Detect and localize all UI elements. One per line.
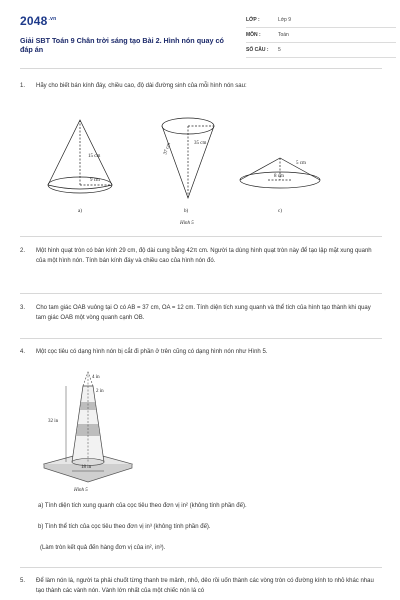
cone-a-sublabel: a) — [78, 209, 82, 214]
cone-b — [162, 118, 214, 198]
question-4b: b) Tính thể tích của cọc tiêu theo đơn vị in³ (không tính phần đế). — [38, 524, 211, 530]
cone-c-sublabel: c) — [278, 209, 282, 214]
divider — [20, 68, 382, 69]
document-header — [20, 14, 382, 60]
document-title: Giải SBT Toán 9 Chân trời sáng tạo Bài 2. Hình nón quay có đáp án — [20, 36, 224, 54]
question-2: 2. Một hình quạt tròn có bán kính 29 cm, độ dài cung bằng 42π cm. Người ta dùng hình quạt tròn này để tạo lập mặt xung quanh của một hình nón. Tính bán kính đáy và chiều cao của hình nón đó. — [20, 248, 372, 264]
figure2-caption: Hình 5 — [74, 488, 88, 493]
cone-a-radius-label: 9 cm — [90, 178, 100, 183]
cone-c — [240, 158, 320, 188]
divider — [20, 338, 382, 339]
question-1: 1. Hãy cho biết bán kính đáy, chiều cao, độ dài đường sinh của mỗi hình nón sau: — [20, 83, 247, 89]
meta-question-count: SỐ CÂU : 5 — [246, 46, 396, 58]
cone-a-height-label: 15 cm — [88, 154, 101, 159]
divider — [20, 293, 382, 294]
question-3: 3. Cho tam giác OAB vuông tại O có AB = 37 cm, OA = 12 cm. Tính diện tích xung quanh và thể tích của hình tạo thành khi quay tam giác OAB một vòng quanh cạnh OB. — [20, 305, 371, 321]
cone-a — [48, 120, 112, 193]
cone-height-label: 32 in — [48, 419, 59, 424]
figure-traffic-cone — [36, 364, 136, 494]
cone-b-sublabel: b) — [184, 209, 189, 214]
question-4a: a) Tính diện tích xung quanh của cọc tiêu theo đơn vị in² (không tính phần đế). — [38, 503, 247, 509]
meta-class: LỚP : Lớp 9 — [246, 16, 396, 28]
cone-b-height-label: 35 cm — [194, 141, 207, 146]
figure1-caption: Hình 5 — [180, 221, 194, 226]
divider — [20, 236, 382, 237]
cone-b-slant-label: 37 cm — [163, 142, 173, 156]
cone-top-height-label: 4 in — [92, 375, 100, 380]
cone-top-radius-label: 2 in — [96, 389, 104, 394]
cone-c-slant-label: 5 cm — [296, 161, 306, 166]
cone-c-diameter-label: 8 cm — [274, 174, 284, 179]
meta-subject: MÔN : Toán — [246, 31, 396, 43]
site-logo[interactable]: $2048^{.vn}$ — [20, 14, 57, 28]
question-4-note: (Làm tròn kết quả đến hàng đơn vị của in², in³). — [40, 545, 166, 551]
meta-info — [246, 16, 396, 61]
divider — [20, 567, 382, 568]
figure-cones — [20, 100, 380, 230]
cone-base-label: 18 in — [81, 465, 92, 470]
question-5: 5. Để làm nón lá, người ta phải chuốt từng thanh tre mảnh, nhỏ, dẻo rồi uốn thành các vòng tròn có đường kính to nhỏ khác nhau tạo thành các vành nón. Vành lớn nhất của một chiếc nón lá có — [20, 578, 374, 594]
question-4: 4. Một cọc tiêu có dạng hình nón bị cắt đi phần ở trên cũng có dạng hình nón như Hình 5. — [20, 349, 268, 355]
